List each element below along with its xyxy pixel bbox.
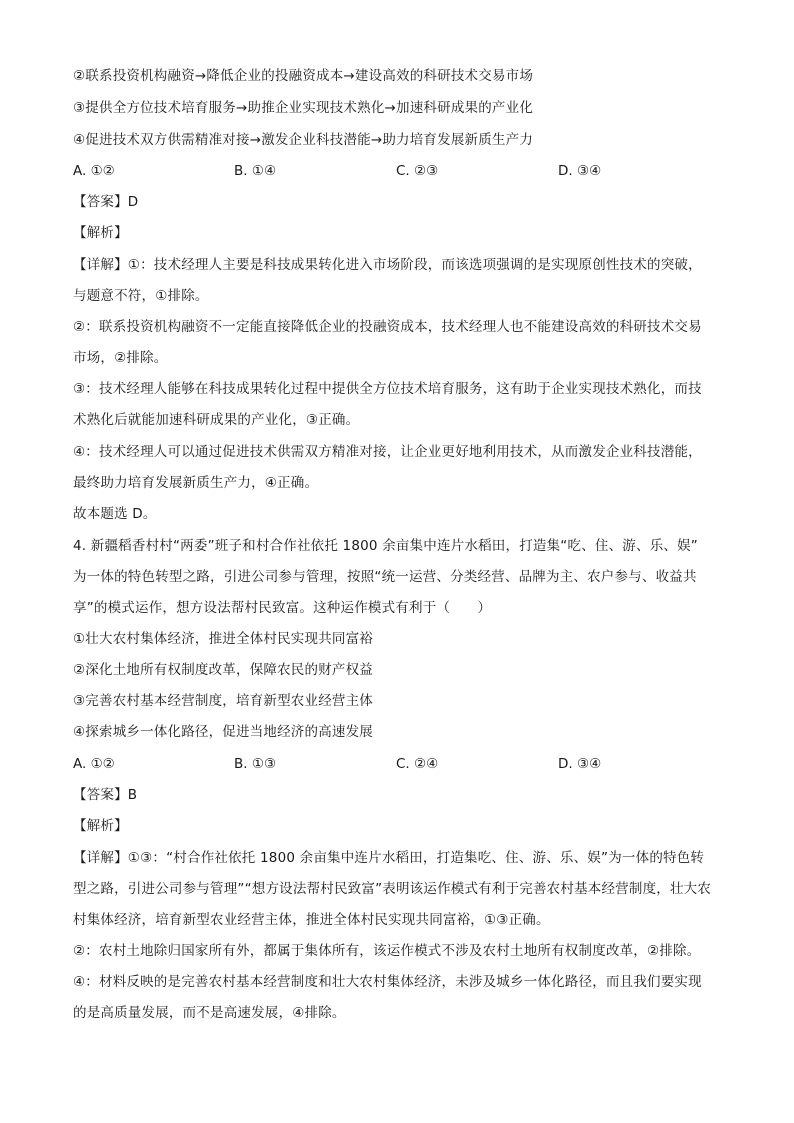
q4-detail-line: 村集体经济，培育新型农业经营主体，推进全体村民实现共同富裕，①③正确。 bbox=[73, 912, 550, 928]
q4-statement-1: ①壮大农村集体经济，推进全体村民实现共同富裕 bbox=[73, 631, 374, 647]
q3-statement-3: ③提供全方位技术培育服务→助推企业实现技术熟化→加速科研成果的产业化 bbox=[73, 100, 534, 116]
q4-analysis-label: 【解析】 bbox=[73, 818, 128, 834]
q3-statement-4: ④促进技术双方供需精准对接→激发企业科技潜能→助力培育发展新质生产力 bbox=[73, 132, 534, 148]
q3-conclusion: 故本题选 D。 bbox=[73, 506, 157, 522]
q4-detail-line: ④：材料反映的是完善农村基本经营制度和壮大农村集体经济，未涉及城乡一体化路径，而且我们要实现 bbox=[73, 974, 702, 990]
q3-detail-line: ③：技术经理人能够在科技成果转化过程中提供全方位技术培育服务，这有助于企业实现技术熟化，而技 bbox=[73, 381, 702, 397]
q4-statement-3: ③完善农村基本经营制度，培育新型农业经营主体 bbox=[73, 693, 374, 709]
q4-detail-line: 型之路，引进公司参与管理”“想方设法帮村民致富”表明该运作模式有利于完善农村基本经营制度，壮大农 bbox=[73, 881, 712, 897]
q3-detail-line: 【详解】①：技术经理人主要是科技成果转化进入市场阶段，而该选项强调的是实现原创性技术的突破， bbox=[73, 257, 702, 273]
q4-option-a: A. ①② bbox=[73, 756, 115, 772]
q4-option-d: D. ③④ bbox=[558, 756, 602, 772]
q4-stem-line: 享”的模式运作，想方设法帮村民致富。这种运作模式有利于（ ） bbox=[73, 600, 492, 616]
q3-answer: 【答案】D bbox=[73, 194, 139, 210]
q3-detail-line: 市场，②排除。 bbox=[73, 350, 168, 366]
q4-statement-2: ②深化土地所有权制度改革，保障农民的财产权益 bbox=[73, 662, 374, 678]
q4-statement-4: ④探索城乡一体化路径，促进当地经济的高速发展 bbox=[73, 724, 374, 740]
q3-detail-line: ②：联系投资机构融资不一定能直接降低企业的投融资成本，技术经理人也不能建设高效的科研技术交易 bbox=[73, 319, 702, 335]
q3-statement-2: ②联系投资机构融资→降低企业的投融资成本→建设高效的科研技术交易市场 bbox=[73, 68, 534, 84]
q3-option-b: B. ①④ bbox=[234, 163, 277, 179]
q4-detail-line: 的是高质量发展，而不是高速发展，④排除。 bbox=[73, 1005, 346, 1021]
q3-detail-line: 最终助力培育发展新质生产力，④正确。 bbox=[73, 475, 319, 491]
q4-option-b: B. ①③ bbox=[234, 756, 277, 772]
q4-option-c: C. ②④ bbox=[396, 756, 439, 772]
q3-analysis-label: 【解析】 bbox=[73, 225, 128, 241]
q4-stem-line: 为一体的特色转型之路，引进公司参与管理，按照“统一运营、分类经营、品牌为主、农户参与、收益共 bbox=[73, 569, 697, 585]
q4-detail-line: 【详解】①③：“村合作社依托 1800 余亩集中连片水稻田，打造集吃、住、游、乐、娱”为一体的特色转 bbox=[73, 850, 705, 866]
q3-detail-line: 与题意不符，①排除。 bbox=[73, 288, 209, 304]
q4-answer: 【答案】B bbox=[73, 787, 138, 803]
q3-option-d: D. ③④ bbox=[558, 163, 602, 179]
q4-stem-line: 4. 新疆稻香村村“两委”班子和村合作社依托 1800 余亩集中连片水稻田，打造集“吃、住、游、乐、娱” bbox=[73, 538, 698, 554]
q3-option-a: A. ①② bbox=[73, 163, 115, 179]
q3-detail-line: 术熟化后就能加速科研成果的产业化，③正确。 bbox=[73, 412, 360, 428]
q4-detail-line: ②：农村土地除归国家所有外，都属于集体所有，该运作模式不涉及农村土地所有权制度改革，②排除。 bbox=[73, 943, 701, 959]
q3-option-c: C. ②③ bbox=[396, 163, 439, 179]
q3-detail-line: ④：技术经理人可以通过促进技术供需双方精准对接，让企业更好地利用技术，从而激发企业科技潜能， bbox=[73, 444, 702, 460]
